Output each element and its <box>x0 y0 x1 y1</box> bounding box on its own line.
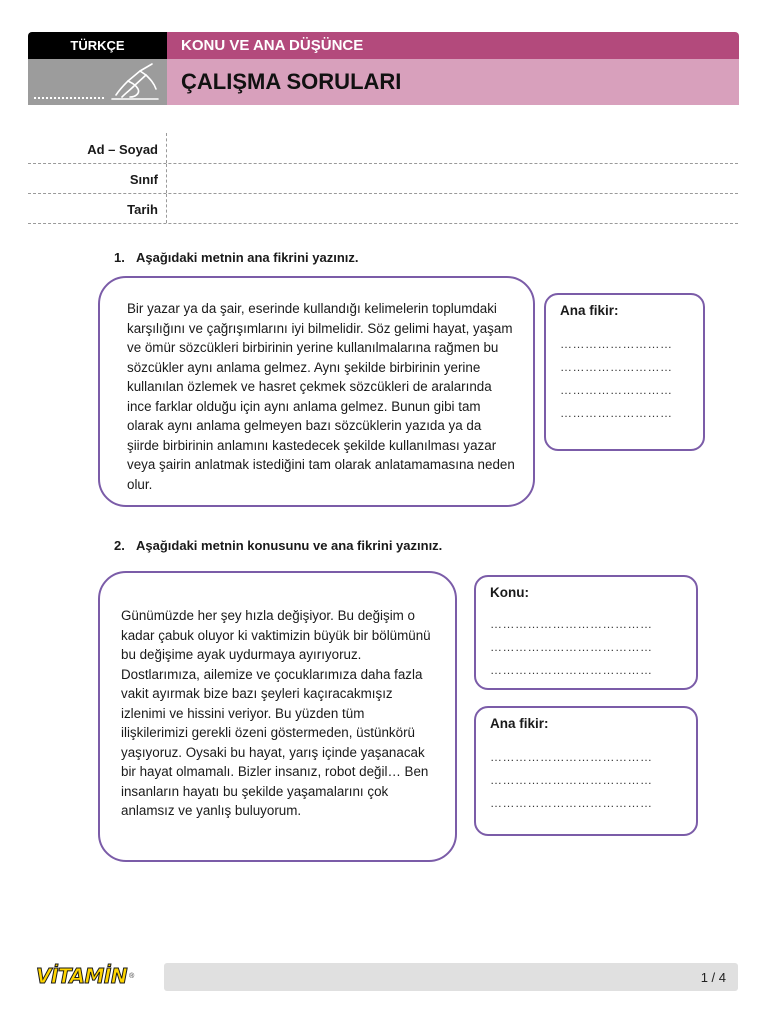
main-idea-label: Ana fikir: <box>490 716 549 731</box>
date-row <box>28 194 738 224</box>
row-separator <box>166 164 167 193</box>
header-dotted-line <box>34 97 104 99</box>
main-idea-label: Ana fikir: <box>560 303 619 318</box>
subject-label: TÜRKÇE <box>28 32 167 59</box>
question-text: Aşağıdaki metnin konusunu ve ana fikrini yazınız. <box>136 538 443 553</box>
vitamin-logo <box>36 963 134 989</box>
question-2-title <box>114 538 442 553</box>
page-title: ÇALIŞMA SORULARI <box>167 59 739 105</box>
answer-line[interactable]: ………………………………… <box>490 750 653 764</box>
class-label: Sınıf <box>129 172 158 187</box>
row-separator <box>166 194 167 223</box>
class-row <box>28 164 738 194</box>
answer-line[interactable]: ……………………… <box>560 337 673 351</box>
q1-main-idea-box[interactable] <box>544 293 705 451</box>
date-field[interactable] <box>174 201 724 219</box>
question-1-title <box>114 250 359 265</box>
question-1-passage <box>98 276 535 507</box>
topic-answer-label: Konu: <box>490 585 529 600</box>
question-2-passage <box>98 571 457 862</box>
answer-line[interactable]: ……………………… <box>560 383 673 397</box>
logo-text: VİTAMİN <box>36 964 128 988</box>
answer-line[interactable]: ………………………………… <box>490 617 653 631</box>
header-icon-panel <box>28 59 167 105</box>
page-number: 1 / 4 <box>700 970 726 985</box>
question-number: 2. <box>114 538 125 553</box>
question-number: 1. <box>114 250 125 265</box>
registered-mark: ® <box>129 972 135 980</box>
passage-text: Bir yazar ya da şair, eserinde kullandığı kelimelerin toplumdaki karşılığını ve çağrışımlarını iyi bilmelidir. Söz gelimi hayat, yaşam ve ömür sözcükleri birbirinin yerine kullanılmalarına rağmen bu sözcükler aynı anlama gelmez. Aynı şekilde birbirinin yerine kullanılan özlemek ve hasret çekmek sözcükleri de aralarında ince farklar olduğu için aynı anlama gelmez. Bunun gibi tam olarak aynı anlama gelmeyen bazı sözcüklerin yazıda ya da şiirde birbirinin anlamını kastedecek şekilde kullanılması yazar veya şairin anlatmak istediğini tam olarak anlatamamasına neden olur. <box>127 301 515 492</box>
class-field[interactable] <box>174 171 724 189</box>
answer-line[interactable]: ………………………………… <box>490 773 653 787</box>
q2-topic-box[interactable] <box>474 575 698 690</box>
date-label: Tarih <box>127 202 158 217</box>
q2-main-idea-box[interactable] <box>474 706 698 836</box>
answer-line[interactable]: ………………………………… <box>490 663 653 677</box>
passage-text: Günümüzde her şey hızla değişiyor. Bu değişim o kadar çabuk oluyor ki vaktimizin büyük bir bölümünü bu değişime ayak uydurmaya ayırıyoruz. Dostlarımıza, ailemize ve çocuklarımıza daha fazla vakit ayırmak bize bazı şeyleri kaçıracakmışız izlenimi ve hissini veriyor. Bu yüzden tüm ilişkilerimizi gerekli özeni göstermeden, üstünkörü yaşıyoruz. Oysaki bu hayat, yarış içinde yaşanacak bir hayat olmamalı. Bizler insanız, robot değil… Ben insanların hayatı bu şekilde yaşamalarını çok anlamsız ve yanlış buluyorum. <box>121 608 431 818</box>
footer-bar <box>164 963 738 991</box>
answer-line[interactable]: ………………………………… <box>490 796 653 810</box>
row-separator <box>166 133 167 163</box>
name-label: Ad – Soyad <box>87 142 158 157</box>
answer-line[interactable]: ………………………………… <box>490 640 653 654</box>
answer-line[interactable]: ……………………… <box>560 406 673 420</box>
topic-label: KONU VE ANA DÜŞÜNCE <box>167 32 739 59</box>
name-row <box>28 133 738 164</box>
question-text: Aşağıdaki metnin ana fikrini yazınız. <box>136 250 359 265</box>
student-info-table <box>28 133 738 224</box>
name-field[interactable] <box>174 141 724 159</box>
answer-line[interactable]: ……………………… <box>560 360 673 374</box>
